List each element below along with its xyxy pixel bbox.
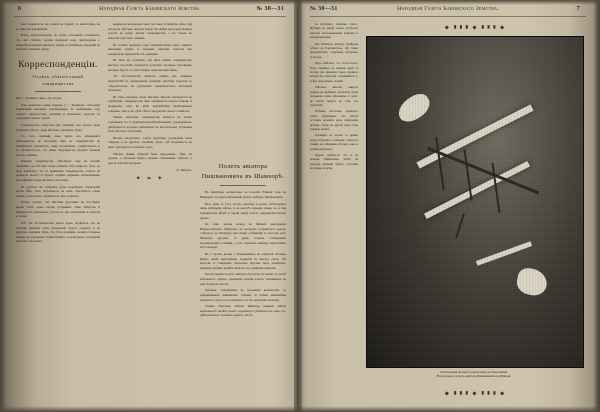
left-column-2	[108, 22, 192, 400]
right-issue-number: № 30—31	[310, 6, 338, 12]
ornament-band-top: ⬥ ▮▮▮ ⬥ ▮▮▮ ⬥	[444, 25, 506, 31]
paragraph: Публика, собравшаяся въ большомъ количествѣ, съ напряженнымъ вниманіемъ слѣдила за всѣми движеніями аппарата и долго не расходилась послѣ окончанія полетовъ.	[200, 288, 286, 302]
paragraph: Въ теченіе прошлаго года товариществомъ было открыто нѣсколько лавокъ и складовъ, причемъ обороты ихъ значительно превысили всѣ ожиданія.	[108, 42, 192, 56]
right-page	[300, 0, 596, 412]
article-headline-block	[16, 58, 100, 87]
halftone-grain	[367, 37, 583, 367]
paragraph: Очевидно не далеко то время, когда воздушное сообщеніе сдѣлается такимъ же обычнымъ дѣломъ, какъ и желѣзнодорожное.	[310, 133, 358, 151]
paragraph: Послѣ перваго полета авіаторъ спустился на землю и, послѣ небольшого отдыха, совершилъ второй полетъ, поднявшись на еще большую высоту.	[200, 272, 286, 286]
photo-caption-line-1: Летательный аппаратъ (аэропланъ) системы Капри.	[440, 370, 508, 374]
paragraph: Такимъ образомъ, жители Шамхора впервые имѣли возможность видѣть полетъ аэроплана и убѣдиться въ томъ, что дѣйствительно человѣкъ можетъ летать.	[200, 304, 286, 318]
paragraph: Въ минувшее воскресенье на поселкѣ Южной горы въ Шамхорѣ состоялся публичный полетъ авіатора Пишвановича.	[200, 190, 286, 200]
paragraph: ной полежеть въ ея полной въ борьбѣ съ пьянствомъ, въ ея тяжелой жертвенной.	[16, 22, 100, 31]
paragraph: видимому желательно было бы такое устройство дѣла, при которомъ мѣстные жители могли бы имѣть непосредственное участіе во всѣхъ дѣлахъ товарищества, а не только въ качествѣ простыхъ членовъ.	[108, 22, 192, 40]
paragraph: Конечно товарищество дѣйствуетъ еще не вполнѣ правильно, не всѣ еще члены усвоили себѣ сущность дѣла, но надо надѣяться, что со временемъ товарищество станетъ на должную высоту и будетъ служить вѣрнымъ проводникомъ просвѣщенія среди мѣстнаго населенія.	[16, 159, 100, 182]
ornament-divider: ✦ ❧ ✦	[135, 176, 165, 183]
paragraph: Въ 7 часовъ вечера г. Пишвановичъ на аппаратѣ системы Блеріо своей конструкціи, поднялся на высоту около 150 метровъ и совершилъ нѣсколько круговъ надъ площадью, причемъ публика привѣтствовала его громкими криками.	[200, 251, 286, 270]
headline-flight: Полетъ авіатора Пишвановича въ Шамхорѣ.	[201, 163, 285, 180]
headline-divider	[35, 91, 81, 92]
paragraph: Изъ Шамхора авіаторъ намѣренъ отбыть въ Елисаветполь, гдѣ также предполагаетъ совершить нѣсколько полетовъ.	[310, 41, 358, 59]
left-issue-number: № 30—31	[256, 6, 284, 12]
headline-correspondence: Корреспонденціи.	[18, 59, 98, 70]
paragraph: Товарищество общества при училищѣ уже начало свою полезную работу среди мѣстнаго населенія уѣзда.	[16, 123, 100, 132]
subheadline: Отдѣлъ обязательный товарищества	[32, 74, 84, 86]
paragraph: Мѣстные жители, никогда раньше не видѣвшіе аэроплана, были поражены этимъ зрѣлищемъ и долго не могли придти въ себя отъ изумленія.	[310, 85, 358, 107]
paragraph: Къ семи часамъ вечера на бивуакѣ циклодрома Новороссійскаго Общества, въ которомъ устраивался полетъ, собралось до Шамхора при ясной освѣщеніи съ мостовъ весь Шамхоръ кругомъ, съ двухъ сторонъ освѣщенный прожекторами и огнями, а гулъ паровыхъ машинъ переполнялъ всѣ площади.	[200, 222, 286, 250]
article-headline-block-2	[200, 162, 286, 181]
paragraph: Публика настолько увлеклась этимъ зрѣлищемъ, что многіе остались ночевать подъ открытымъ небомъ, чтобы на другой день снова увидѣть полетъ.	[310, 109, 358, 131]
paragraph: Для сказаннаго выше порядка у с. Троицкаго, благодаря бакинскимъ земскимъ учрежденіямъ, въ нынѣшнемъ году открыто двухклассное училище и назначены средства на содержаніе новаго зданія.	[16, 102, 100, 121]
right-header-rule	[310, 16, 586, 17]
top-edge-shadow	[0, 0, 600, 5]
closing-paragraph: Мѣсяцъ жизни собранія была продолженъ, тѣмъ же духомъ, о которомъ будетъ дальше собраннымъ сдѣлано; а другія торговли которыя.	[108, 151, 192, 165]
article-signature: Е. Зайцевъ.	[176, 167, 192, 172]
dateline: Изъ с. Троицкаго пив.—ки 14 дек.	[16, 95, 62, 100]
right-running-title: Народная Газета Бакинскаго Земства.	[397, 6, 499, 12]
paragraph: Всѣ эти обстоятельства даютъ право надѣяться, что въ скоромъ времени такія учрежденія будутъ открыты и въ другихъ селеніяхъ уѣзда, что, безъ сомнѣнія, окажетъ большое вліяніе на улучшеніе хозяйственнаго и культурнаго положенія мѣстнаго населенія.	[16, 220, 100, 244]
left-header-rule	[14, 16, 286, 17]
right-page-edge-shadow	[593, 0, 600, 412]
paragraph: Будемъ надѣяться, что и въ нашемъ Бакинскомъ уѣздѣ въ скоромъ времени будутъ устроены подобные полеты.	[310, 152, 358, 171]
headline-divider-2	[220, 185, 266, 186]
right-column-1	[310, 22, 358, 400]
left-page-edge-shadow	[0, 0, 6, 412]
photo-caption	[366, 370, 582, 379]
left-column-3	[200, 22, 286, 400]
paragraph: Такимъ образомъ, товарищество является не только торговымъ, но и культурно-просвѣтительнымъ учрежденіемъ, дѣятельность котораго направлена на всестороннее улучшеніе быта мѣстнаго населенія.	[108, 115, 192, 134]
left-column-1	[16, 22, 100, 400]
paragraph: на встрѣшаго промѣнъ гонаго. Публика въ концѣ сеанса встрѣчала авіатора восторженными кликами и аплодисментами.	[310, 22, 358, 40]
paragraph: Въ тѣхъ же селеніяхъ, гдѣ нѣтъ лавокъ товарищества, мѣстное населеніе пользуется услугами частныхъ торговцевъ, которые берутъ за свои товары очень высокія цѣны.	[108, 58, 192, 72]
photo-caption-line-2: На которомъ летаетъ авіаторъ Пишвановичъ въ Южной.	[436, 374, 512, 379]
paragraph: Надо замѣтить, что этотъ полетъ былъ первымъ въ нашемъ краѣ, и потому онъ привлекъ такое огромное количество зрителей, собравшихся со всѣхъ окрестныхъ селеній.	[310, 61, 358, 83]
paragraph: Въ тѣхъ случаяхъ, когда мѣстные жители обращаются къ содѣйствію товарищества, имъ оказывается всякая помощь и поддержка, какъ въ дѣлѣ пріобрѣтенія необходимыхъ товаровъ, такъ и въ дѣлѣ сбыта продуктовъ своего хозяйства.	[108, 94, 192, 113]
bottom-edge-shadow	[0, 406, 600, 412]
paragraph: Весь день съ утра погода хорошая и ясная, наблюдались лишь небольшіе вѣтры, и на высотѣ подъема дождь, но и при порывистомъ вѣтрѣ и сырой землѣ полетъ совершился вполнѣ удачно.	[200, 201, 286, 220]
paragraph: Наши корреспонденты въ этомъ отношеніи сообщаютъ, что они собрали тысячи подписей подъ приговорами о закрытіи казенныхъ винныхъ лавокъ и питейныхъ заведеній во многихъ селеніяхъ уѣзда.	[16, 33, 100, 52]
left-folio: 6	[18, 6, 22, 12]
left-running-title: Народная Газета Бакинскаго Земства.	[99, 6, 201, 12]
ornament-band-bottom: ⬥ ▮▮▮ ⬥ ▮▮▮ ⬥	[444, 391, 506, 397]
paragraph: Съ этого времени, какъ видно изъ начавшейся дѣятельности, въ населеніи вѣра въ товарищество ко значительно упрочилась, чему, несомнѣнно, содѣйствовало и то обстоятельство, что лавка товарищества дѣлаетъ большія льготы членамъ.	[16, 134, 100, 157]
paragraph: Весьма желательно, чтобы подобныя учрежденія были открыты и въ другихъ селеніяхъ уѣзда, гдѣ потребность въ нихъ чувствуется особенно остро.	[108, 135, 192, 149]
paragraph: Это обстоятельство является однимъ изъ главныхъ препятствій къ правильному развитію мѣстной торговли и, слѣдовательно, къ улучшенію экономическаго положенія населенія.	[108, 74, 192, 93]
right-folio: 7	[576, 6, 580, 12]
paragraph: Нужно сказать, что мѣстные крестьяне въ послѣднее время стали очень охотно устраивать такія общества и принимаютъ дѣятельное участіе въ ихъ управленіи и надзорѣ за ними.	[16, 200, 100, 219]
paragraph: Въ другихъ же селеніяхъ уѣзда подобныхъ учрежденій почти нѣтъ, хотя потребность въ нихъ чувствуется очень сильно и населеніе стремится къ ихъ открытію.	[16, 184, 100, 198]
aeroplane-photograph	[366, 36, 584, 368]
left-page	[4, 0, 296, 412]
